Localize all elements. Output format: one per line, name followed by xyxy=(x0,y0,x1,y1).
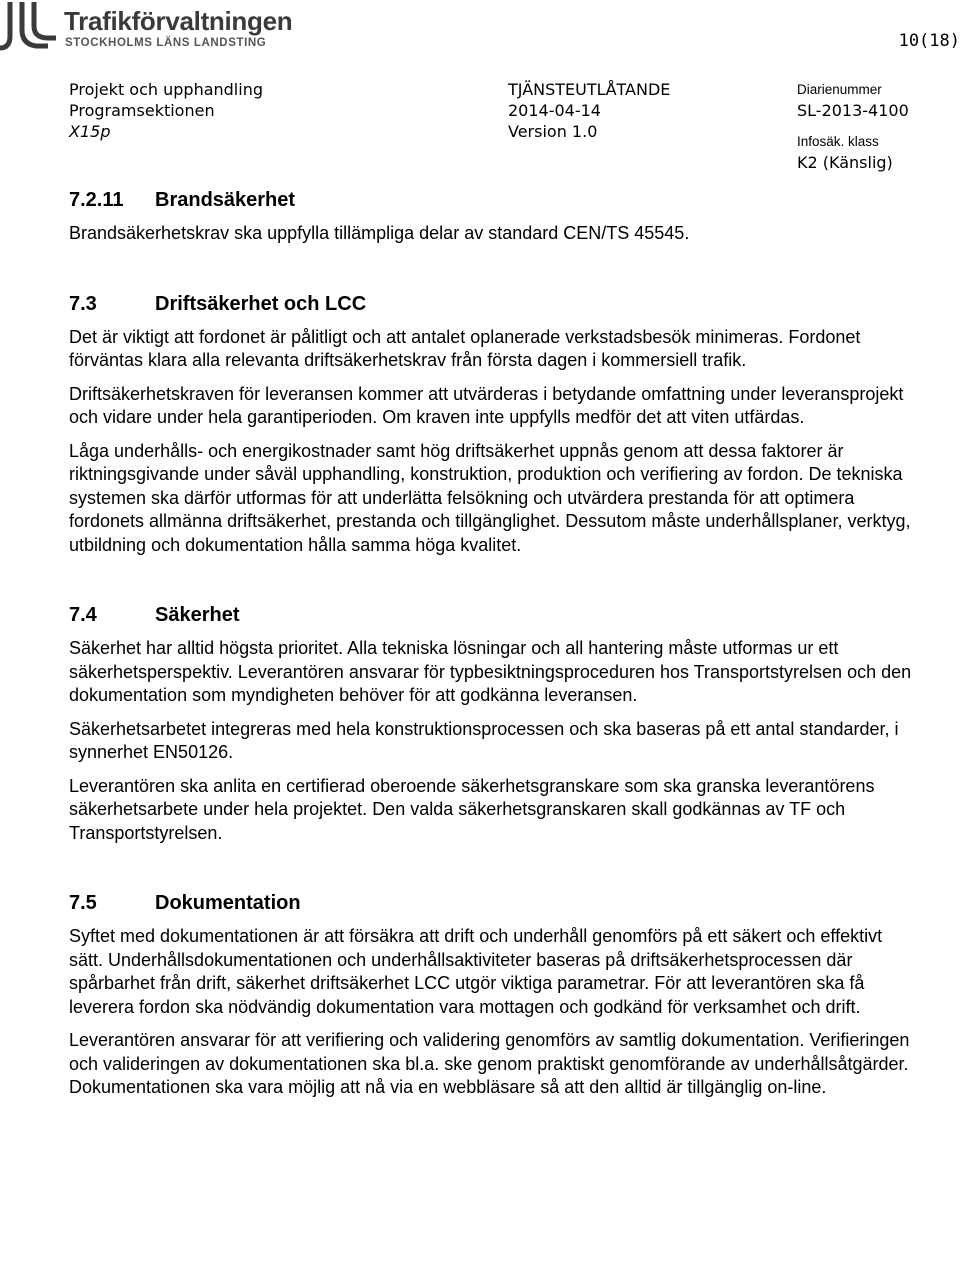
organization-logo xyxy=(0,0,330,54)
header-department-line: Projekt och upphandling xyxy=(69,80,263,99)
page-number: 10(18) xyxy=(898,31,960,51)
header-section-line: Programsektionen xyxy=(69,101,215,120)
section-heading xyxy=(69,290,919,318)
paragraph: Leverantören ska anlita en certifierad oberoende säkerhetsgranskare som ska granska leverantörens säkerhetsarbete under hela projektet. Den valda säkerhetsgranskaren skall godkännas av TF och Transportstyrelsen. xyxy=(69,775,875,843)
paragraph: Leverantören ansvarar för att verifiering och validering genomförs av samtlig dokumentation. Verifieringen och valideringen av dokumentationen ska bl.a. ske genom praktiskt genomförande av underhållsåtgärder. Dokumentationen ska vara möjlig att nå via en webbläsare så att den alltid är tillgänglig on-line. xyxy=(69,1030,910,1097)
logo-mark-icon xyxy=(0,0,60,52)
section-title: Driftsäkerhet och LCC xyxy=(155,292,367,315)
infosak-value: K2 (Känslig) xyxy=(797,153,893,172)
header-document-info xyxy=(508,79,670,142)
document-date: 2014-04-14 xyxy=(508,101,601,120)
logo-org-name: Trafikförvaltningen xyxy=(64,6,293,36)
section-number: 7.5 xyxy=(69,892,97,914)
section-number: 7.3 xyxy=(69,292,97,315)
document-version: Version 1.0 xyxy=(508,122,598,141)
diarienummer-value: SL-2013-4100 xyxy=(797,101,909,120)
section-number: 7.2.11 xyxy=(69,189,124,211)
paragraph: Syftet med dokumentationen är att försäkra att drift och underhåll genomförs på ett säkert och effektivt sätt. Underhållsdokumentationen och underhållsaktiviteter baseras på driftsäkerhetsprocessen där spårbarhet från drift, säkerhet driftsäkerhet LCC utgör viktiga parametrar. För att leverantören ska få leverera fordon ska nödvändig dokumentation vara mottagen och godkänd för verksamhet och drift. xyxy=(69,926,883,1017)
paragraph: Säkerhetsarbetet integreras med hela konstruktionsprocessen och ska baseras på ett antal standarder, i synnerhet EN50126. xyxy=(69,718,899,762)
infosak-label: Infosäk. klass xyxy=(797,134,879,149)
section-title: Dokumentation xyxy=(155,892,301,914)
document-body xyxy=(69,186,919,1100)
section-number: 7.4 xyxy=(69,604,97,626)
section-heading xyxy=(69,186,919,214)
section-heading xyxy=(69,889,919,917)
paragraph: Säkerhet har alltid högsta prioritet. Alla tekniska lösningar och all hantering måste utformas ur ett säkerhetsperspektiv. Leverantören ansvarar för typbesiktningsproceduren hos Transportstyrelsen och den dokumentation som myndigheten behöver för att godkänna leveransen. xyxy=(69,638,912,705)
section-heading xyxy=(69,601,919,629)
paragraph: Låga underhålls- och energikostnader samt hög driftsäkerhet uppnås genom att dessa faktorer är riktningsgivande under såväl upphandling, konstruktion, produktion och verifiering av fordon. De tekniska systemen ska därför utformas för att underlätta felsökning och utvärdera prestanda för att optimera fordonets allmänna driftsäkerhet, prestanda och tillgänglighet. Dessutom måste underhållsplaner, verktyg, utbildning och dokumentation hålla samma höga kvalitet. xyxy=(69,440,911,555)
logo-sub-name: STOCKHOLMS LÄNS LANDSTING xyxy=(65,37,267,49)
paragraph: Driftsäkerhetskraven för leveransen kommer att utvärderas i betydande omfattning under leveransprojekt och vidare under hela garantiperioden. Om kraven inte uppfylls medför det att viten utfärdas. xyxy=(69,383,904,427)
document-type: TJÄNSTEUTLÅTANDE xyxy=(508,80,671,99)
section-title: Säkerhet xyxy=(155,604,240,626)
header-department xyxy=(69,79,263,142)
section-title: Brandsäkerhet xyxy=(155,189,296,211)
diarienummer-label: Diarienummer xyxy=(797,82,882,97)
header-unit-line: X15p xyxy=(69,122,111,141)
header-classification xyxy=(797,79,909,173)
paragraph: Brandsäkerhetskrav ska uppfylla tillämpliga delar av standard CEN/TS 45545. xyxy=(69,223,690,243)
paragraph: Det är viktigt att fordonet är pålitligt och att antalet oplanerade verkstadsbesök minimeras. Fordonet förväntas klara alla relevanta driftsäkerhetskrav från första dagen i kommersiell trafik. xyxy=(69,326,861,370)
